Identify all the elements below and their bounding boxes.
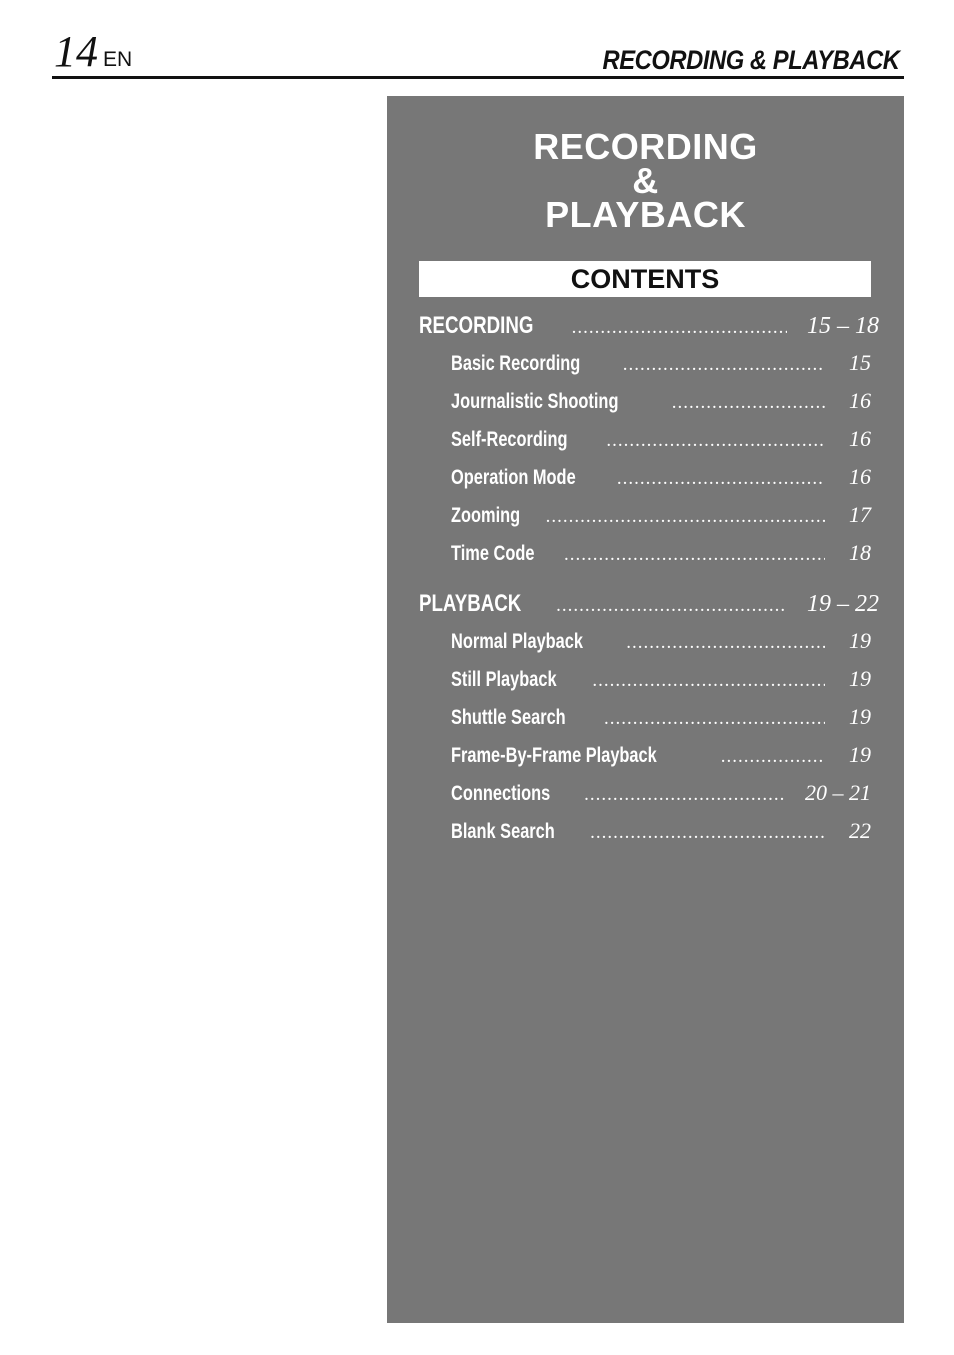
toc-entry-label: Self-Recording [451,428,568,451]
toc-entry-page: 16 [849,388,871,413]
toc-leader-dots [626,632,825,654]
toc-entry-label: Zooming [451,504,521,527]
toc-entry-page: 19 [849,628,871,653]
toc-entry-label: Frame-By-Frame Playback [451,744,657,767]
table-of-contents [419,310,879,856]
contents-panel [387,96,904,1323]
panel-title [387,126,904,235]
toc-entry-still-playback[interactable] [419,666,879,704]
toc-entry-label: Blank Search [451,820,555,843]
toc-entry-page: 22 [849,818,871,843]
toc-entry-self-recording[interactable] [419,426,879,464]
toc-leader-dots [623,354,825,376]
header-rule [52,76,904,79]
toc-entry-recording[interactable] [419,312,879,350]
toc-leader-dots [590,822,825,844]
toc-entry-connections[interactable] [419,780,879,818]
toc-entry-blank-search[interactable] [419,818,879,856]
section-header-title: RECORDING & PLAYBACK [602,45,900,75]
toc-entry-page: 15 – 18 [807,313,879,339]
toc-entry-time-code[interactable] [419,540,879,578]
toc-leader-dots [721,746,825,768]
toc-entry-label: Time Code [451,542,535,565]
toc-leader-dots [604,708,825,730]
toc-entry-shuttle-search[interactable] [419,704,879,742]
toc-entry-label: Shuttle Search [451,706,566,729]
page-language: EN [103,48,133,71]
toc-leader-dots [617,468,825,490]
toc-leader-dots [556,595,787,617]
toc-entry-label: RECORDING [419,312,534,339]
toc-entry-label: Journalistic Shooting [451,390,619,413]
contents-heading: CONTENTS [419,261,871,297]
toc-leader-dots [564,544,825,566]
panel-title-line-2: & [632,160,659,201]
toc-entry-playback[interactable] [419,590,879,628]
toc-leader-dots [584,784,785,806]
toc-leader-dots [672,392,825,414]
toc-entry-page: 18 [849,540,871,565]
toc-entry-page: 19 [849,704,871,729]
toc-entry-label: Normal Playback [451,630,584,653]
panel-title-line-1: RECORDING [533,126,758,167]
panel-title-line-3: PLAYBACK [545,194,746,235]
toc-entry-page: 15 [849,350,871,375]
toc-entry-page: 20 – 21 [805,780,871,805]
toc-entry-page: 19 – 22 [807,591,879,617]
toc-entry-normal-playback[interactable] [419,628,879,666]
toc-entry-label: Operation Mode [451,466,576,489]
toc-entry-page: 16 [849,464,871,489]
toc-entry-label: PLAYBACK [419,590,522,617]
toc-leader-dots [606,430,825,452]
toc-entry-label: Connections [451,782,551,805]
toc-leader-dots [572,317,787,339]
toc-entry-page: 17 [849,502,871,527]
toc-entry-zooming[interactable] [419,502,879,540]
toc-entry-operation-mode[interactable] [419,464,879,502]
page-number: 14 [54,27,98,76]
toc-entry-frame-by-frame-playback[interactable] [419,742,879,780]
toc-entry-page: 19 [849,666,871,691]
toc-entry-page: 19 [849,742,871,767]
toc-entry-basic-recording[interactable] [419,350,879,388]
toc-entry-journalistic-shooting[interactable] [419,388,879,426]
toc-entry-label: Still Playback [451,668,557,691]
toc-entry-page: 16 [849,426,871,451]
toc-leader-dots [592,670,825,692]
toc-leader-dots [546,506,825,528]
toc-entry-label: Basic Recording [451,352,581,375]
